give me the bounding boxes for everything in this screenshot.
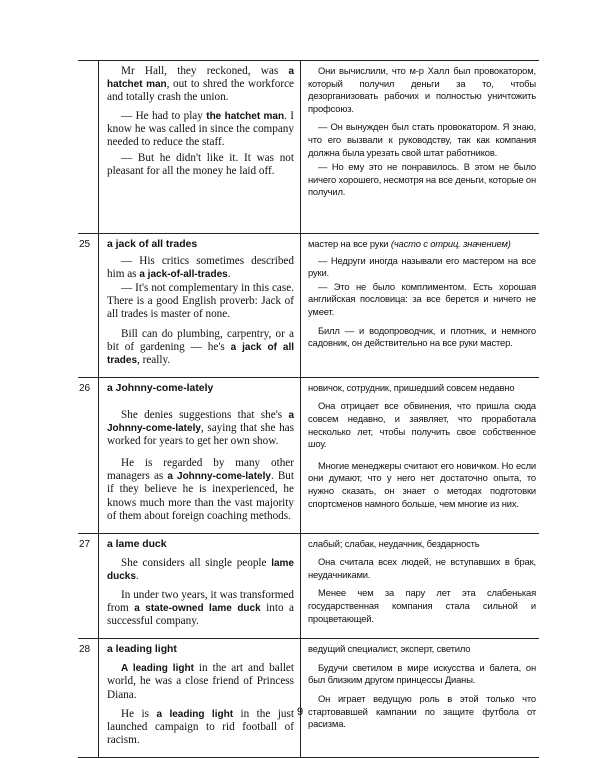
headword: a lame duck [107,538,167,550]
english-examples [99,639,301,758]
phrase-table [78,60,539,758]
example-ru: — Это не было комплиментом. Есть хорошая английская пословица: за все берется и ничего не умеет. [308,280,536,317]
headword-translation: слабый; слабак, неудачник, бездарность [308,537,480,549]
headword-translation: новичок, сотрудник, пришедший совсем недавно [308,381,515,393]
headword: a Johnny-come-lately [107,382,214,394]
example-en: Mr Hall, they reckoned, was a hatchet man, out to shred the workforce and totally crash the union. [107,65,295,104]
headword-translation: ведущий специалист, эксперт, светило [308,643,471,655]
table-row [78,61,539,234]
example-ru: Будучи светилом в мире искусства и балета, он был близким другом принцессы Дианы. [308,661,536,686]
russian-translations [301,61,540,234]
example-en: He is regarded by many other managers as a Johnny-come-lately. But if they believe he is inexperienced, he knows much more than the vast majority of them about foreign coaching methods. [107,457,294,522]
table-row [78,639,539,758]
example-en: — He had to play the hatchet man. I know he was called in since the company needed to reduce the staff. [107,110,294,149]
example-en: — But he didn't like it. It was not pleasant for all the money he laid off. [107,151,294,177]
example-ru: Менее чем за пару лет эта слабенькая государственная компания стала сильной и процветающей. [308,587,536,624]
example-ru: Она отрицает все обвинения, что пришла сюда совсем недавно, и заявляет, что проработала несколько лет, чтобы получить свое собственное шоу. [308,400,536,450]
example-ru: Он играет ведущую роль в этой только что стартовавшей кампании по защите футбола от расизма. [308,693,536,730]
russian-translations [301,234,540,378]
example-ru: Они вычислили, что м-р Халл был провокатором, который получил деньги за то, чтобы дезорганизовать рабочих и полностью уничтожить профсоюз. [308,65,536,114]
russian-translations [301,533,540,639]
russian-translations [301,639,540,758]
example-ru: Билл — и водопроводчик, и плотник, и немного садовник, он действительно на все руки мастер. [308,324,536,349]
example-ru: — Но ему это не понравилось. В этом не было ничего хорошего, несмотря на все деньги, которые он получил. [308,161,536,198]
example-ru: Она считала всех людей, не вступавших в брак, неудачниками. [308,556,536,580]
page-number: 9 [296,706,304,718]
example-en: She considers all single people lame ducks. [107,556,294,582]
example-en: A leading light in the art and ballet world, he was a close friend of Princess Diana. [107,662,295,701]
entry-number: 27 [78,533,99,639]
example-en: — His critics sometimes described him as a jack-of-all-trades. [107,255,294,281]
english-examples [99,61,301,234]
entry-number: 28 [78,639,99,758]
example-en: Bill can do plumbing, carpentry, or a bit of gardening — he's a jack of all trades, really. [107,327,295,366]
example-en: He is a leading light in the just launched campaign to rid football of racism. [107,707,294,746]
english-examples [99,533,301,639]
example-en: She denies suggestions that she's a Johnny-come-lately, saying that she has worked for years to get her own show. [107,408,294,448]
example-ru: — Он вынужден был стать провокатором. Я знаю, что его вызвали к руководству, так как компания должна была урезать свой штат работников. [308,121,536,158]
table-row [78,234,539,378]
headword-translation: мастер на все руки (часто с отриц. значением) [308,238,511,249]
table-row [78,377,539,533]
headword: a jack of all trades [107,239,198,250]
headword: a leading light [107,644,177,656]
russian-translations [301,377,540,533]
english-examples [99,234,301,378]
entry-number: 25 [78,234,99,378]
example-ru: Многие менеджеры считают его новичком. Но если они думают, что у него нет достаточно опыта, то нужно сказать, он знает о методах подготовки спортсменов намного больше, чем многие из них. [308,459,536,509]
example-ru: — Недруги иногда называли его мастером на все руки. [308,254,536,279]
table-row [78,533,539,639]
example-en: — It's not complementary in this case. There is a good English proverb: Jack of all trades is master of none. [107,282,294,321]
example-en: In under two years, it was transformed from a state-owned lame duck into a successful company. [107,588,295,628]
english-examples [99,377,301,533]
entry-number [78,61,99,234]
entry-number: 26 [78,377,99,533]
